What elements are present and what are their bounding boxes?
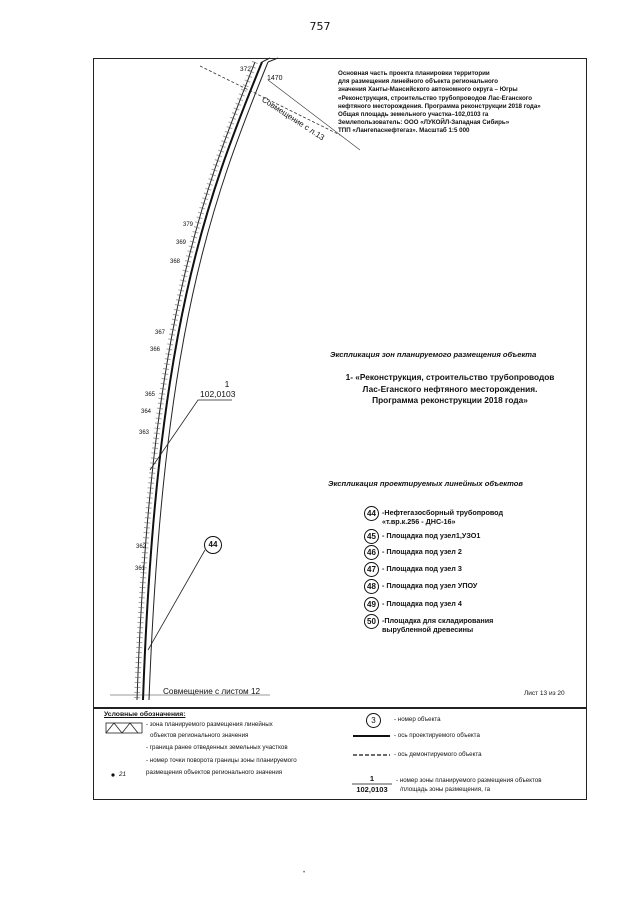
project-number: 1- — [345, 372, 353, 382]
page-number: 757 — [309, 20, 331, 33]
point-label: 379 — [183, 222, 194, 228]
sheet-count: Лист 13 из 20 — [524, 690, 565, 697]
legend-zone-number: 1 — [369, 774, 375, 783]
point-label: 362 — [136, 544, 147, 550]
object-number-circle: 44 — [364, 506, 379, 521]
legend-zone-text: - зона планируемого размещения линейных — [146, 721, 273, 728]
object-text: - Площадка под узел 4 — [382, 599, 462, 608]
object-text: «т.вр.к.256 - ДНС-16» — [382, 517, 456, 527]
object-text: вырубленной древесины — [382, 625, 474, 635]
legend-zone-number-text: /площадь зоны размещения, га — [400, 786, 491, 793]
point-label: 368 — [170, 259, 181, 265]
point-label: 365 — [145, 392, 156, 398]
legend-zone-text: объектов регионального значения — [150, 732, 249, 739]
object-44-callout: 44 — [204, 536, 222, 554]
object-text: -Площадка для складирования — [382, 616, 494, 625]
object-number-circle: 50 — [364, 614, 379, 629]
point-label: 363 — [139, 430, 150, 436]
legend-zone-area: 102,0103 — [356, 785, 388, 794]
legend-dismantle-axis-text: - ось демонтируемого объекта — [394, 751, 482, 758]
turn-point-marker-icon — [111, 773, 114, 776]
object-text: - Площадка под узел1,УЗО1 — [382, 531, 481, 540]
object-text: -Нефтегазосборный трубопровод — [382, 508, 504, 517]
object-number-circle: 49 — [364, 597, 379, 612]
legend-point-text: - номер точки поворота границы зоны планируемого — [146, 757, 297, 764]
header-note-line: для размещения линейного объекта регионального — [338, 78, 499, 86]
header-note-line: значения Ханты-Мансийского автономного округа – Югры — [338, 86, 518, 94]
legend-design-axis-text: - ось проектируемого объекта — [394, 732, 480, 739]
legend-zone-number-text: - номер зоны планируемого размещения объектов — [396, 777, 542, 784]
zone-label-number: 1 — [224, 379, 230, 389]
header-note-line: «Реконструкция, строительство трубопроводов Лас-Еганского — [338, 94, 533, 102]
legend-point-example: 21 — [119, 771, 126, 778]
header-note-line: Общая площадь земельного участка–102,0103 га — [338, 111, 489, 119]
header-note-line: нефтяного месторождения. Программа реконструкции 2018 года» — [338, 102, 541, 110]
legend-title: Условные обозначения: — [104, 711, 186, 718]
point-label: 369 — [176, 240, 187, 246]
point-label: 372 — [240, 66, 251, 73]
header-note-line: Землепользователь: ООО «ЛУКОЙЛ-Западная Сибирь» — [338, 119, 510, 127]
legend-object-number-text: - номер объекта — [394, 716, 441, 723]
point-label: 366 — [150, 347, 161, 353]
legend-point-text: размещения объектов регионального значения — [146, 769, 283, 776]
header-note-line: ТПП «Лангепаснефтегаз». Масштаб 1:5 000 — [338, 127, 470, 135]
scan-mark: • — [303, 870, 306, 876]
zone-symbol-icon — [106, 723, 142, 733]
point-label: 1470 — [267, 75, 283, 82]
object-text: - Площадка под узел УПОУ — [382, 581, 478, 590]
linear-objects-title: Экспликация проектируемых линейных объектов — [328, 479, 524, 488]
zones-explication-title: Экспликация зон планируемого размещения объекта — [330, 350, 537, 359]
object-number-circle: 47 — [364, 562, 379, 577]
zone-label-area: 102,0103 — [200, 389, 236, 399]
alignment-bottom-label: Совмещение с листом 12 — [163, 687, 261, 696]
project-line: Лас-Еганского нефтяного месторождения. — [362, 383, 538, 394]
object-number-circle: 46 — [364, 545, 379, 560]
alignment-top-label: Совмещение с л.13 — [260, 95, 327, 143]
object-number-circle: 45 — [364, 529, 379, 544]
point-label: 367 — [155, 330, 166, 336]
project-line: Программа реконструкции 2018 года» — [372, 395, 528, 405]
legend-boundary-text: - граница ранее отведенных земельных участков — [146, 744, 288, 751]
point-label: 364 — [141, 409, 152, 415]
project-line: «Реконструкция, строительство трубопроводов — [355, 372, 555, 382]
object-text: - Площадка под узел 2 — [382, 547, 462, 556]
legend-object-number-circle: 3 — [366, 713, 381, 728]
object-text: - Площадка под узел 3 — [382, 564, 462, 573]
point-label: 361 — [135, 566, 146, 572]
object-number-circle: 48 — [364, 579, 379, 594]
header-note-line: Основная часть проекта планировки территории — [338, 70, 490, 77]
